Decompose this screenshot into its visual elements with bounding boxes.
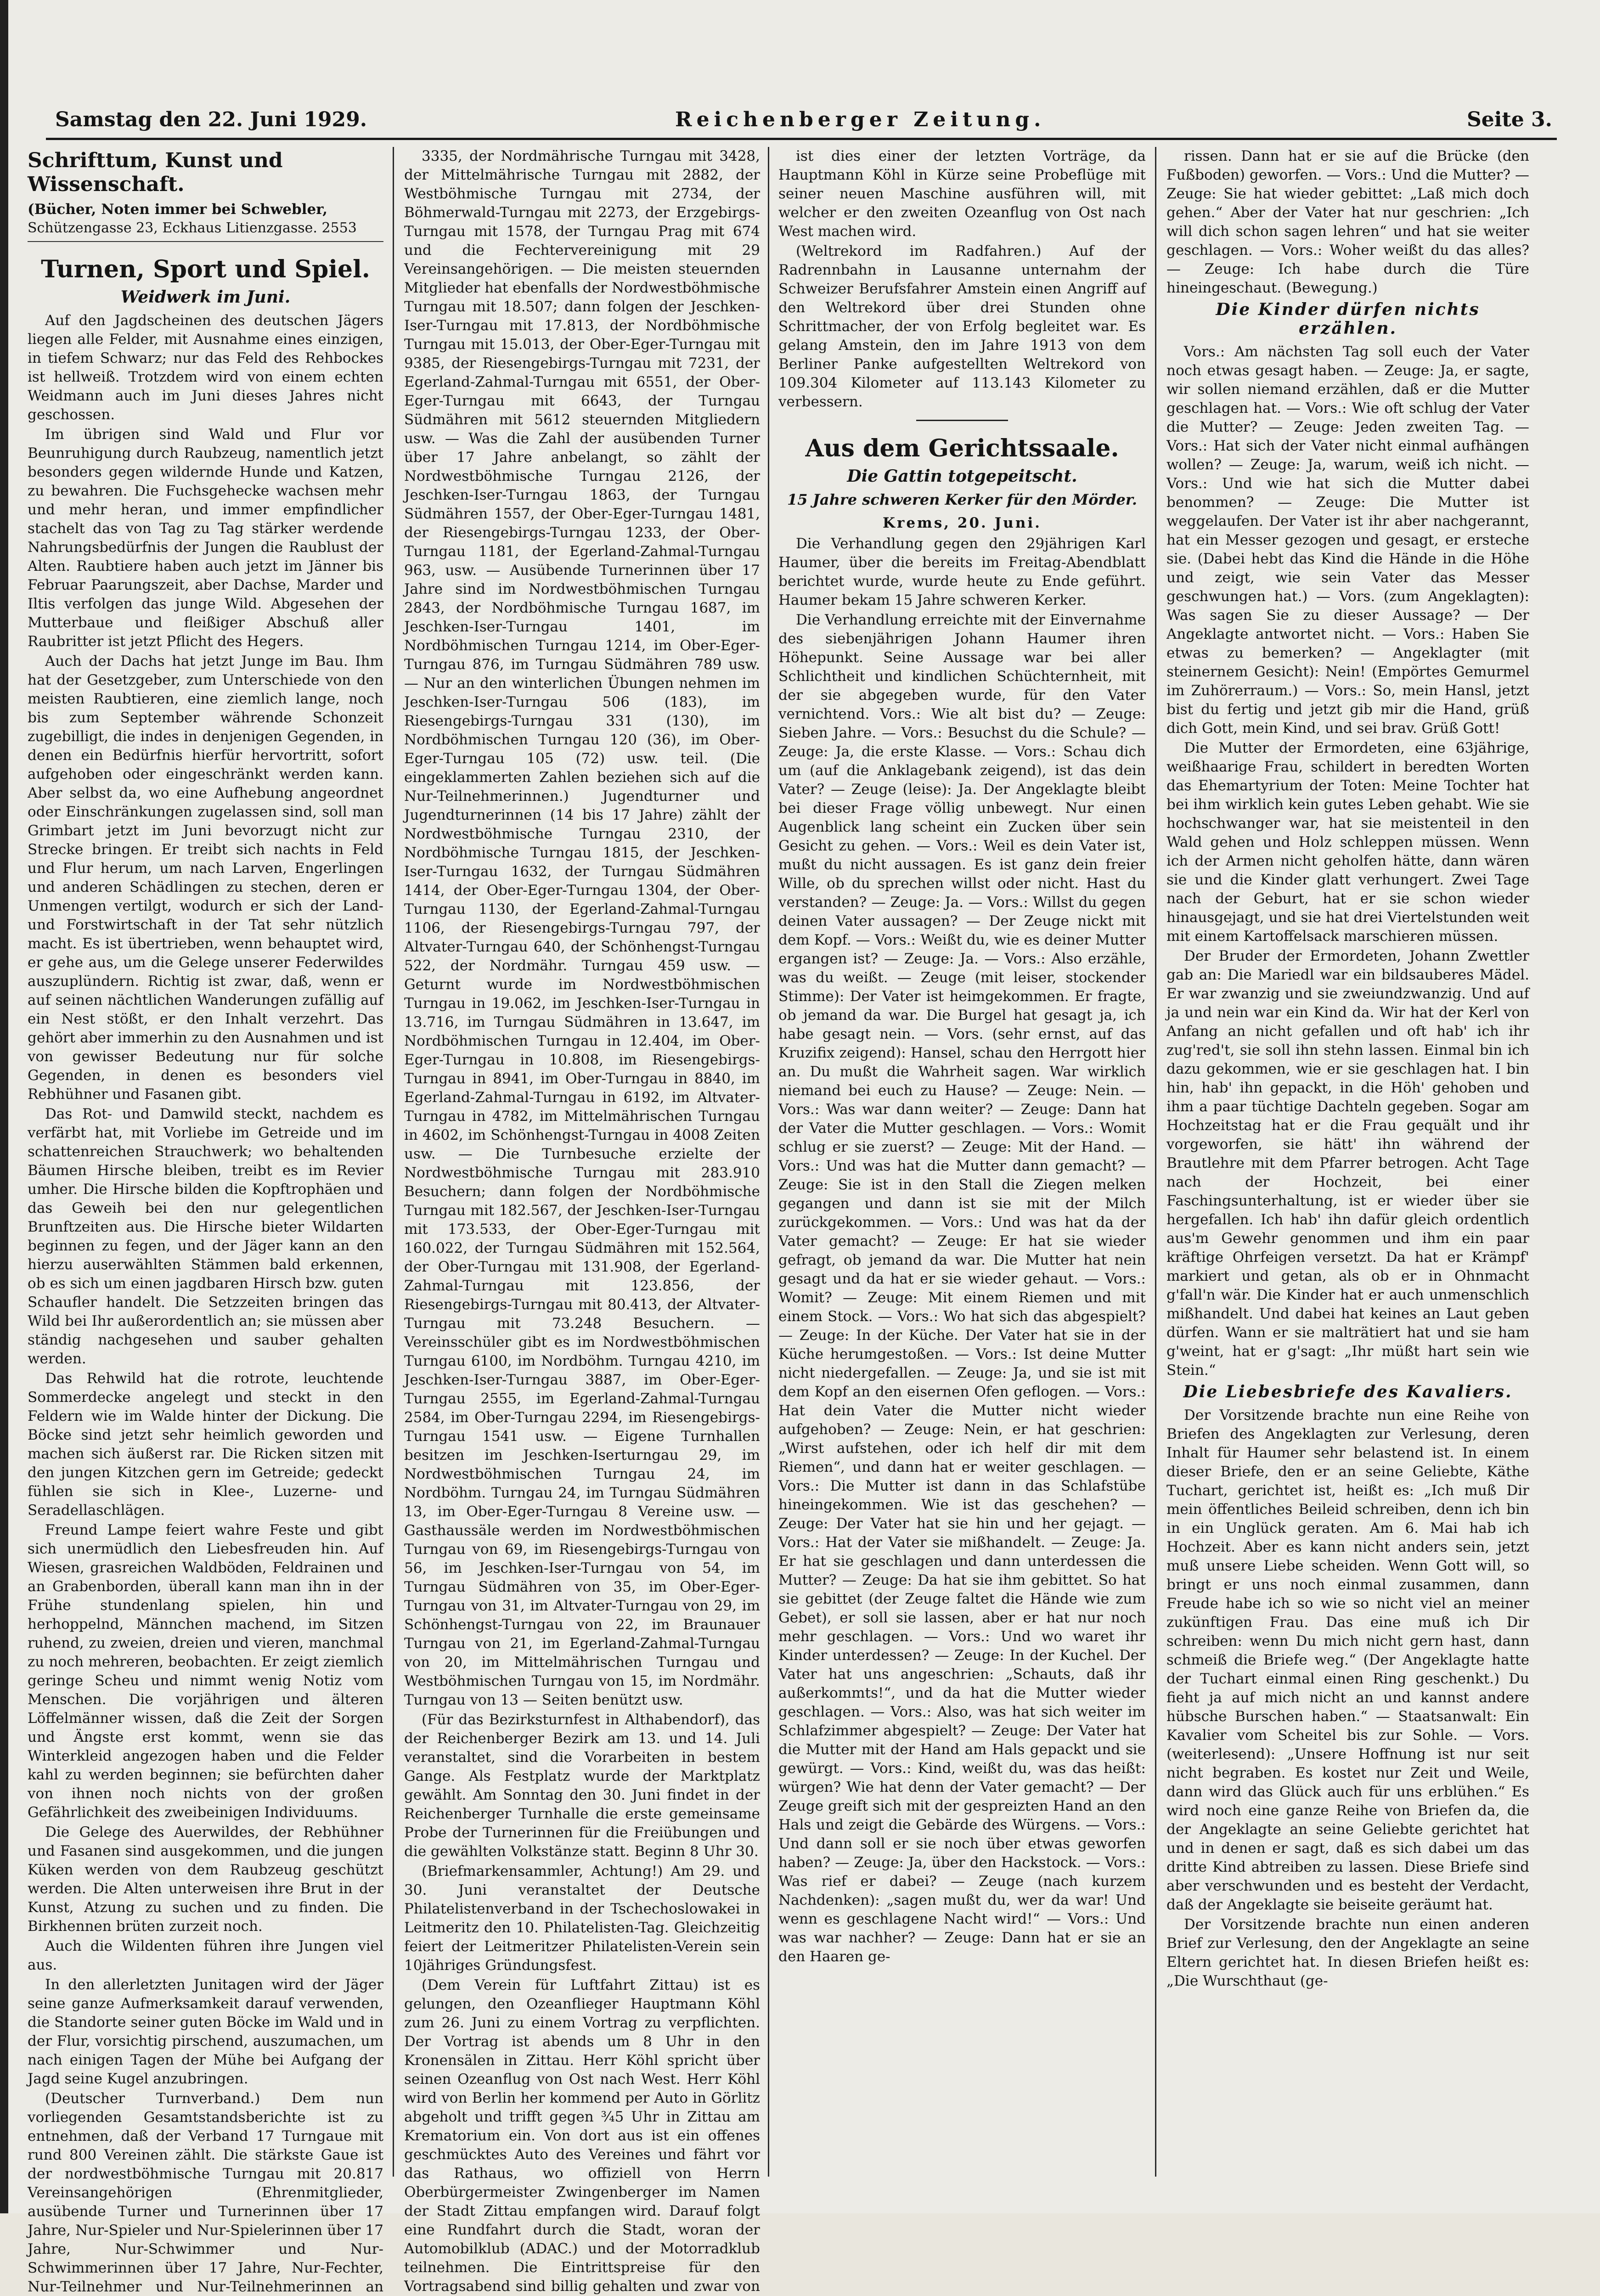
paragraph: Der Bruder der Ermordeten, Johann Zwettler gab an: Die Mariedl war ein bildsauberes Mädel. Er war zwanzig und sie zweiundzwanzig. Und auf ja und nein war ein Kind da. Wir hat der Kerl von Anfang an nicht gefallen und oft hab' ich ihr zug'red't, sie soll ihn stehn lassen. Einmal bin ich dazu gekommen, wie er sie geschlagen hat. I bin hin, hab' ihn gepackt, in die Höh' gehoben und ihm a paar tüchtige Dachteln gegeben. Sogar am Hochzeitstag hat er die Frau gequält und ihr vorgeworfen, sie hätt' ihn während der Brautlehre mit dem Pfarrer betrogen. Acht Tage nach der Hochzeit, bei einer Faschingsunterhaltung, ist er wieder über sie hergefallen. Ich hab' ihn dafür gleich ordentlich aus'm Gewehr genommen und ihm ein paar kräftige Ohrfeigen versetzt. Da hat er Krämpf' markiert und getan, als ob er in Ohnmacht g'fall'n wär. Die Kinder hat er auch unmenschlich mißhandelt. Und dabei hat keines an Laut geben dürfen. Wann er sie malträtiert hat und sie ham g'weint, hat er g'sagt: „Ihr müßt hart sein wie Stein.“	[1166, 948, 1529, 1379]
subheading-kinder: Die Kinder dürfen nichts erzählen.	[1216, 300, 1480, 338]
column-divider	[393, 147, 394, 2177]
paragraph: 3335, der Nordmährische Turngau mit 3428, der Mittelmährische Turngau mit 2882, der Westböhmische Turngau mit 2734, der Böhmerwald-Turngau mit 2273, der Erzgebirgs-Turngau mit 1578, der Turngau Prag mit 674 und die Fechtervereinigung mit 29 Vereinsangehörigen. — Die meisten steuernden Mitglieder hat ebenfalls der Nordwestböhmische Turngau mit 18.507; dann folgen der Jeschken-Iser-Turngau mit 17.813, der Nordböhmische Turngau mit 15.013, der Ober-Eger-Turngau mit 9385, der Riesengebirgs-Turngau mit 7231, der Egerland-Zahmal-Turngau mit 6551, der Ober-Eger-Turngau mit 6643, der Turngau Südmähren mit 5612 steuernden Mitgliedern usw. — Was die Zahl der ausübenden Turner über 17 Jahre anbelangt, so zählt der Nordwestböhmische Turngau 2126, der Jeschken-Iser-Turngau 1863, der Turngau Südmähren 1557, der Ober-Eger-Turngau 1481, der Riesengebirgs-Turngau 1233, der Ober-Turngau 1181, der Egerland-Zahmal-Turngau 963, usw. — Ausübende Turnerinnen über 17 Jahre sind im Nordwestböhmischen Turngau 2843, der Nordböhmische Turngau 1687, im Jeschken-Iser-Turngau 1401, im Nordböhmischen Turngau 1214, im Ober-Eger-Turngau 876, im Turngau Südmähren 789 usw. — Nur an den winterlichen Übungen nehmen im Jeschken-Iser-Turngau 506 (183), im Riesengebirgs-Turngau 331 (130), im Nordböhmischen Turngau 120 (36), im Ober-Eger-Turngau 105 (72) usw. teil. (Die eingeklammerten Zahlen beziehen sich auf die Nur-Teilnehmerinnen.) Jugendturner und Jugendturnerinnen (14 bis 17 Jahre) zählt der Nordwestböhmische Turngau 2310, der Nordböhmische Turngau 1815, der Jeschken-Iser-Turngau 1632, der Turngau Südmähren 1414, der Ober-Eger-Turngau 1304, der Ober-Turngau 1130, der Egerland-Zahmal-Turngau 1106, der Riesengebirgs-Turngau 797, der Altvater-Turngau 640, der Schönhengst-Turngau 522, der Nordmähr. Turngau 459 usw. — Geturnt wurde im Nordwestböhmischen Turngau in 19.062, im Jeschken-Iser-Turngau in 13.716, im Turngau Südmähren in 13.647, im Nordböhmischen Turngau in 12.404, im Ober-Eger-Turngau in 10.808, im Riesengebirgs-Turngau in 8941, im Ober-Turngau in 8840, im Egerland-Zahmal-Turngau in 6192, im Altvater-Turngau in 4782, im Mittelmährischen Turngau in 4602, im Schönhengst-Turngau in 4008 Zeiten usw. — Die Turnbesuche erzielte der Nordwestböhmische Turngau mit 283.910 Besuchern; dann folgen der Nordböhmische Turngau mit 182.567, der Jeschken-Iser-Turngau mit 173.533, der Ober-Eger-Turngau mit 160.022, der Turngau Südmähren mit 152.564, der Ober-Turngau mit 131.908, der Egerland-Zahmal-Turngau mit 123.856, der Riesengebirgs-Turngau mit 80.413, der Altvater-Turngau mit 73.248 Besuchern. — Vereinsschüler gibt es im Nordwestböhmischen Turngau 6100, im Nordböhm. Turngau 4210, im Jeschken-Iser-Turngau 3887, im Ober-Eger-Turngau 2555, im Egerland-Zahmal-Turngau 2584, im Ober-Turngau 2294, im Riesengebirgs-Turngau 1541 usw. — Eigene Turnhallen besitzen im Jeschken-Iserturngau 29, im Nordwestböhmischen Turngau 24, im Nordböhm. Turngau 24, im Turngau Südmähren 13, im Ober-Eger-Turngau 8 Vereine usw. — Gasthaussäle werden im Nordwestböhmischen Turngau von 69, im Riesengebirgs-Turngau von 56, im Jeschken-Iser-Turngau von 54, im Turngau Südmähren von 35, im Ober-Eger-Turngau von 31, im Altvater-Turngau von 29, im Schönhengst-Turngau von 22, im Braunauer Turngau von 21, im Egerland-Zahmal-Turngau von 20, im Mittelmährischen Turngau und Westböhmischen Turngau von 15, im Nordmähr. Turngau von 13 — Seiten benützt usw.	[404, 148, 760, 1708]
paragraph: Freund Lampe feiert wahre Feste und gibt sich unermüdlich den Liebesfreuden hin. Auf Wiesen, grasreichen Waldböden, Feldrainen und an Grabenborden, überall kann man ihn in der Frühe stundenlang spielen, hin und herhoppelnd, Männchen machend, im Sitzen ruhend, zu zweien, dreien und vieren, manchmal zu noch mehreren, beobachten. Er zeigt ziemlich geringe Scheu und nimmt wenig Notiz vom Menschen. Die vorjährigen und älteren Löffelmänner wissen, daß die Zeit der Sorgen und Ängste erst kommt, wenn sie das Winterkleid angezogen haben und die Felder kahl zu werden beginnen; sie befürchten daher von ihnen noch nichts von der großen Gefährlichkeit des zweibeinigen Individuums.	[28, 1522, 383, 1821]
column-divider	[1155, 147, 1156, 2177]
masthead-page-number: Seite 3.	[1466, 108, 1552, 131]
heading-gerichtssaale: Aus dem Gerichtssaale.	[805, 434, 1119, 462]
paragraph-turnverband: (Deutscher Turnverband.) Dem nun vorliegenden Gesamtstandsberichte ist zu entnehmen, daß der Verband 17 Turngaue mit rund 800 Vereinen zählt. Die stärkste Gaue ist der nordwestböhmische Turngau mit 20.817 Vereinsangehörigen (Ehrenmitglieder, ausübende Turner und Turnerinnen über 17 Jahre, Nur-Spieler und Nur-Spielerinnen über 17 Jahre, Nur-Schwimmer und Nur-Schwimmerinnen über 17 Jahre, Nur-Fechter, Nur-Teilnehmer und Nur-Teilnehmerinnen an	[28, 2090, 383, 2295]
paragraph: In den allerletzten Junitagen wird der Jäger seine ganze Aufmerksamkeit darauf verwenden, die Standorte seiner guten Böcke im Wald und in der Flur, vorsichtig pirschend, auszumachen, um nach einigen Tagen der Mühe bei Aufgang der Jagd seine Kugel anzubringen.	[28, 1976, 383, 2087]
paragraph: Auf den Jagdscheinen des deutschen Jägers liegen alle Felder, mit Ausnahme eines einzigen, in tiefem Schwarz; nur das Feld des Rehbockes ist hellweiß. Trotzdem wird von einem echten Weidmann auch im Juni dieses Jahres nicht geschossen.	[28, 312, 383, 423]
paragraph: Das Rehwild hat die rotrote, leuchtende Sommerdecke angelegt und steckt in den Feldern wie im Walde hinter der Dickung. Die Böcke sind jetzt sehr heimlich geworden und machen sich äußerst rar. Die Ricken sitzen mit den jungen Kitzchen gern im Getreide; gedeckt fühlen sie sich in Klee-, Luzerne- und Seradellaschlägen.	[28, 1370, 383, 1519]
column-1	[28, 147, 383, 2295]
paragraph: rissen. Dann hat er sie auf die Brücke (den Fußboden) geworfen. — Vors.: Und die Mutter? — Zeuge: Sie hat wieder gebittet: „Laß mich doch gehen.“ Aber der Vater hat nur geschrien: „Ich will dich schon sagen lehren“ und hat sie weiter geschlagen. — Vors.: Woher weißt du das alles? — Zeuge: Ich habe durch die Türe hineingeschaut. (Bewegung.)	[1166, 148, 1529, 296]
subheading-liebesbriefe: Die Liebesbriefe des Kavaliers.	[1183, 1382, 1513, 1401]
paragraph-weltrekord: (Weltrekord im Radfahren.) Auf der Radrennbahn in Lausanne unternahm der Schweizer Berufsfahrer Amstein einen Angriff auf den Weltrekord über drei Stunden ohne Schrittmacher, der von Erfolg begleitet war. Es gelang Amstein, den im Jahre 1913 von dem Berliner Panke aufgestellten Weltrekord von 109.304 Kilometer auf 113.143 Kilometer zu verbessern.	[778, 243, 1146, 410]
masthead	[55, 108, 1552, 135]
paragraph: Das Rot- und Damwild steckt, nachdem es verfärbt hat, mit Vorliebe im Getreide und im schattenreichen Strauchwerk; wo behaltenden Bäumen Hirsche bleiben, treibt es im Revier umher. Die Hirsche bilden die Kopftrophäen und das Geweih bei den nur gelegentlichen Brunftzeiten aus. Die Hirsche bieter Wildarten beginnen zu fegen, und der Jäger kann an den hierzu auserwählten Stämmen bald erkennen, ob es sich um einen jagdbaren Hirsch bzw. guten Schaufler handelt. Die Setzzeiten bringen das Wild bei Ihr außerordentlich an; sie müssen aber ständig nachgesehen und sauber gehalten werden.	[28, 1106, 383, 1367]
paragraph: Die Verhandlung gegen den 29jährigen Karl Haumer, über die bereits im Freitag-Abendblatt berichtet wurde, wurde heute zu Ende geführt. Haumer bekam 15 Jahre schweren Kerker.	[778, 535, 1146, 608]
masthead-date: Samstag den 22. Juni 1929.	[55, 108, 367, 131]
notice-schwebler	[28, 200, 383, 242]
page-edge-shadow	[0, 0, 8, 2213]
notice-text: Schützengasse 23, Eckhaus Litienzgasse. 2553	[28, 220, 357, 236]
column-divider	[768, 147, 769, 2177]
paragraph: Auch die Wildenten führen ihre Jungen viel aus.	[28, 1938, 383, 1973]
paragraph-bezirksturnfest: (Für das Bezirksturnfest in Althabendorf), das der Reichenberger Bezirk am 13. und 14. Juli veranstaltet, sind die Vorarbeiten in bestem Gange. Als Festplatz wurde der Marktplatz gewählt. Am Sonntag den 30. Juni findet in der Reichenberger Turnhalle die erste gemeinsame Probe der Turnerinnen für die Freiübungen und die gewählten Volkstänze statt. Beginn 8 Uhr 30.	[404, 1711, 760, 1860]
column-3	[778, 147, 1146, 2177]
dateline: Krems, 20. Juni.	[883, 515, 1042, 531]
paragraph: Die Gelege des Auerwildes, der Rebhühner und Fasanen sind ausgekommen, und die jungen Küken werden von dem Raubzeug geschützt werden. Die Alten unterweisen ihre Brut in der Kunst, Atzung zu suchen und zu finden. Die Birkhennen brüten zurzeit noch.	[28, 1824, 383, 1935]
paragraph: Vors.: Am nächsten Tag soll euch der Vater noch etwas gesagt haben. — Zeuge: Ja, er sagte, wir sollen niemand erzählen, daß er die Mutter geschlagen hat. — Vors.: Wie oft schlug der Vater die Mutter? — Zeuge: Jeden zweiten Tag. — Vors.: Hat sich der Vater nicht einmal aufhängen wollen? — Zeuge: Ja, warum, weiß ich nicht. — Vors.: Und wie hat sich die Mutter dabei benommen? — Zeuge: Die Mutter ist weggelaufen. Der Vater ist ihr aber nachgerannt, hat ein Messer gezogen und gesagt, er ersteche sie. (Dabei hebt das Kind die Hände in die Höhe und zeigt, wie sein Vater das Messer geschwungen hat.) — Vors. (zum Angeklagten): Was sagen Sie zu dieser Aussage? — Der Angeklagte antwortet nicht. — Vors.: Haben Sie etwas zu bemerken? — Angeklagter (mit steinernem Gesicht): Nein! (Empörtes Gemurmel im Zuhörerraum.) — Vors.: So, mein Hansl, jetzt bist du fertig und jetzt gib mir die Hand, grüß dich Gott, mein Kind, und sei brav. Grüß Gott!	[1166, 343, 1529, 737]
paragraph: Die Mutter der Ermordeten, eine 63jährige, weißhaarige Frau, schildert in beredten Worten das Ehemartyrium der Toten: Meine Tochter hat bei ihm wirklich kein gutes Leben gehabt. Wie sie hochschwanger war, hat sie meistenteil in den Wald gehen und Holz schleppen müssen. Wenn ich der Armen nicht geholfen hätte, dann wären sie und die Kinder glatt verhungert. Zwei Tage nach der Geburt, hat er sie schon wieder hinausgejagt, und sie hat drei Viertelstunden weit mit einem Kartoffelsack marschieren müssen.	[1166, 740, 1529, 945]
paragraph-luftfahrt: (Dem Verein für Luftfahrt Zittau) ist es gelungen, den Ozeanflieger Hauptmann Köhl zum 26. Juni zu einem Vortrag zu verpflichten. Der Vortrag ist abends um 8 Uhr in den Kronensälen in Zittau. Herr Köhl spricht über seinen Ozeanflug von Ost nach West. Herr Köhl wird von Berlin her kommend per Auto in Görlitz abgeholt und trifft gegen ¾5 Uhr in Zittau am Krematorium ein. Von dort aus ist ein offenes geschmücktes Auto des Vereines und fährt vor das Rathaus, wo offiziell von Herrn Oberbürgermeister Zwingenberger im Namen der Stadt Zittau empfangen wird. Darauf folgt eine Rundfahrt durch die Stadt, woran der Automobilklub (ADAC.) und der Motorradklub teilnehmen. Die Eintrittspreise für den Vortragsabend sind billig gehalten und zwar von	[404, 1977, 760, 2295]
paragraph: Im übrigen sind Wald und Flur vor Beunruhigung durch Raubzeug, namentlich jetzt besonders gegen wildernde Hunde und Katzen, zu bewahren. Die Fuchsgehecke wachsen mehr und mehr heran, und immer empfindlicher stachelt das von Tag zu Tag stärker werdende Nahrungsbedürfnis der Jungen die Raublust der Alten. Raubtiere haben auch jetzt im Jänner bis Februar Paarungszeit, aber Dachse, Marder und Iltis verfolgen das junge Wild. Abgesehen der Mutterbaue und fleißiger Abschuß aller Raubritter ist jetzt Pflicht des Hegers.	[28, 426, 383, 650]
subheading-gattin: Die Gattin totgepeitscht.	[847, 467, 1077, 486]
column-4	[1166, 147, 1529, 2177]
column-2	[404, 147, 760, 2295]
masthead-title: Reichenberger Zeitung.	[675, 108, 1046, 131]
paragraph-briefmarken: (Briefmarkensammler, Achtung!) Am 29. und 30. Juni veranstaltet der Deutsche Philatelistenverband in der Tschechoslowakei in Leitmeritz den 10. Philatelisten-Tag. Gleichzeitig feiert der Leitmeritzer Philatelisten-Verein sein 10jähriges Gründungsfest.	[404, 1863, 760, 1974]
paragraph: Auch der Dachs hat jetzt Junge im Bau. Ihm hat der Gesetzgeber, zum Unterschiede von den meisten Raubtieren, eine ziemlich lange, noch bis zum September währende Schonzeit zugebilligt, die indes in denjenigen Gegenden, in denen ein Bedürfnis hierfür hervortritt, sofort aufgehoben oder eingeschränkt werden kann. Aber selbst da, wo eine Aufhebung angeordnet oder Einschränkungen zugelassen sind, soll man Grimbart jetzt im Juni bevorzugt nicht zur Strecke bringen. Er treibt sich nachts in Feld und Flur herum, um nach Larven, Engerlingen und anderen Schädlingen zu stechen, deren er Unmengen vertilgt, wodurch er sich der Land- und Forstwirtschaft in der Tat sehr nützlich macht. Es ist übertrieben, wenn behauptet wird, er gehe aus, um die Gelege unserer Federwildes auszuplündern. Richtig ist zwar, daß, wenn er auf seinen nächtlichen Wanderungen zufällig auf ein Nest stößt, er den Inhalt verzehrt. Das gehört aber immerhin zu den Ausnahmen und ist von gewisser Bedeutung nur für solche Gegenden, in denen es besonders viel Rebhühner und Fasanen gibt.	[28, 653, 383, 1103]
masthead-rule	[46, 138, 1557, 140]
subheading-kerker: 15 Jahre schweren Kerker für den Mörder.	[787, 491, 1137, 508]
section-divider	[916, 420, 1008, 421]
notice-bold: (Bücher, Noten immer bei Schwebler,	[28, 201, 328, 218]
paragraph: Die Verhandlung erreichte mit der Einvernahme des siebenjährigen Johann Haumer ihren Höhepunkt. Seine Aussage war bei aller Schlichtheit und kindlichen Schüchternheit, mit der sie abgegeben wurde, für den Vater vernichtend. Vors.: Wie alt bist du? — Zeuge: Sieben Jahre. — Vors.: Besuchst du die Schule? — Zeuge: Ja, die erste Klasse. — Vors.: Schau dich um (auf die Anklagebank zeigend), ist das dein Vater? — Zeuge (leise): Ja. Der Angeklagte bleibt bei dieser Frage völlig unbewegt. Nur einen Augenblick lang scheint ein Zucken über sein Gesicht zu gehen. — Vors.: Weil es dein Vater ist, mußt du nicht aussagen. Es ist ganz dein freier Wille, ob du sprechen willst oder nicht. Hast du verstanden? — Zeuge: Ja. — Vors.: Willst du gegen deinen Vater aussagen? — Der Zeuge nickt mit dem Kopf. — Vors.: Weißt du, wie es deiner Mutter ergangen ist? — Zeuge: Ja. — Vors.: Also erzähle, was du weißt. — Zeuge (mit leiser, stockender Stimme): Der Vater ist heimgekommen. Er fragte, ob jemand da war. Die Burgel hat gesagt ja, ich habe gesagt nein. — Vors. (sehr ernst, auf das Kruzifix zeigend): Hansel, schau den Herrgott hier an. Du mußt die Wahrheit sagen. War wirklich niemand bei euch zu Hause? — Zeuge: Nein. — Vors.: Was war dann weiter? — Zeuge: Dann hat der Vater die Mutter geschlagen. — Vors.: Womit schlug er sie zuerst? — Zeuge: Mit der Hand. — Vors.: Und was hat die Mutter dann gemacht? — Zeuge: Sie ist in den Stall die Ziegen melken gegangen und dann ist sie mit der Milch zurückgekommen. — Vors.: Und was hat da der Vater gemacht? — Zeuge: Er hat sie wieder gefragt, ob jemand da war. Die Mutter hat nein gesagt und da hat er sie wieder gehaut. — Vors.: Womit? — Zeuge: Mit einem Riemen und mit einem Stock. — Vors.: Wo hat sich das abgespielt? — Zeuge: In der Küche. Der Vater hat sie in der Küche herumgestoßen. — Vors.: Ist deine Mutter nicht niedergefallen. — Zeuge: Ja, und sie ist mit dem Kopf an den eisernen Ofen geflogen. — Vors.: Hat dein Vater die Mutter nicht wieder aufgehoben? — Zeuge: Nein, er hat geschrien: „Wirst aufstehen, oder ich helf dir mit dem Riemen“, und dann hat er weiter geschlagen. — Vors.: Die Mutter ist dann in das Schlafstübe hineingekommen. Wie ist das geschehen? — Zeuge: Der Vater hat sie hin und her gejagt. — Vors.: Hat der Vater sie mißhandelt. — Zeuge: Ja. Er hat sie geschlagen und dann unterdessen die Mutter? — Zeuge: Da hat sie ihm gebittet. So hat sie gebittet (der Zeuge faltet die Hände wie zum Gebet), er soll sie lassen, aber er hat nur noch mehr geschlagen. — Vors.: Und wo waret ihr Kinder unterdessen? — Zeuge: In der Kuchel. Der Vater hat uns angeschrien: „Schauts, daß ihr außerkommts!“, und da hat die Mutter wieder geschlagen. — Vors.: Also, was hat sich weiter im Schlafzimmer abgespielt? — Zeuge: Der Vater hat die Mutter mit der Hand am Hals gepackt und sie gewürgt. — Vors.: Kind, weißt du, was das heißt: würgen? Wie hat denn der Vater gemacht? — Der Zeuge greift sich mit der gespreizten Hand an den Hals und zeigt die Gebärde des Würgens. — Vors.: Und dann soll er sie noch über etwas geworfen haben? — Zeuge: Ja, über den Hackstock. — Vors.: Was rief er dabei? — Zeuge (nach kurzem Nachdenken): „sagen mußt du, wer da war! Und wenn es geschlagene Nacht wird!“ — Vors.: Und was war nachher? — Zeuge: Dann hat er sie an den Haaren ge-	[778, 612, 1146, 1965]
paragraph: ist dies einer der letzten Vorträge, da Hauptmann Köhl in Kürze seine Probeflüge mit seiner neuen Maschine ausführen will, mit welcher er den zweiten Ozeanflug von Ost nach West machen wird.	[778, 148, 1146, 240]
paragraph: Der Vorsitzende brachte nun eine Reihe von Briefen des Angeklagten zur Verlesung, deren Inhalt für Haumer sehr belastend ist. In einem dieser Briefe, den er an seine Geliebte, Käthe Tuchart, gerichtet ist, heißt es: „Ich muß Dir mein öffentliches Beileid schreiben, denn ich bin in ein Unglück geraten. Am 6. Mai hab ich Hochzeit. Aber es kann nicht anders sein, jetzt muß unsere Liebe scheiden. Wenn Gott will, so bringt er uns noch einmal zusammen, dann Freude habe ich so wie so nicht viel an meiner zukünftigen Frau. Das eine muß ich Dir schreiben: wenn Du mich nicht gern hast, dann schmeiß die Briefe weg.“ (Der Angeklagte hatte der Tuchart einmal einen Ring geschenkt.) Du fieht ja auf mich nicht an und kannst andere hübsche Burschen haben.“ — Staatsanwalt: Ein Kavalier vom Scheitel bis zur Sohle. — Vors. (weiterlesend): „Unsere Hoffnung ist nur seit nicht begraben. Es kostet nur Zeit und Weile, dann wird das Glück auch für uns erblühen.“ Es wird noch eine ganze Reihe von Briefen da, die der Angeklagte an seine Geliebte gerichtet hat und in denen er sagt, daß es sich dabei um das dritte Kind abtreiben zu lassen. Diese Briefe sind aber verschwunden und es besteht der Verdacht, daß der Angeklagte sie beiseite geräumt hat.	[1166, 1407, 1529, 1913]
subheading-weidwerk: Weidwerk im Juni.	[120, 287, 291, 307]
paragraph: Der Vorsitzende brachte nun einen anderen Brief zur Verlesung, den der Angeklagte an seine Eltern gerichtet hat. In diesen Briefen heißt es: „Die Wurschthaut (ge-	[1166, 1916, 1529, 1989]
heading-turnen: Turnen, Sport und Spiel.	[41, 255, 370, 283]
section-title-schrifttum: Schrifttum, Kunst und Wissenschaft.	[28, 149, 283, 196]
